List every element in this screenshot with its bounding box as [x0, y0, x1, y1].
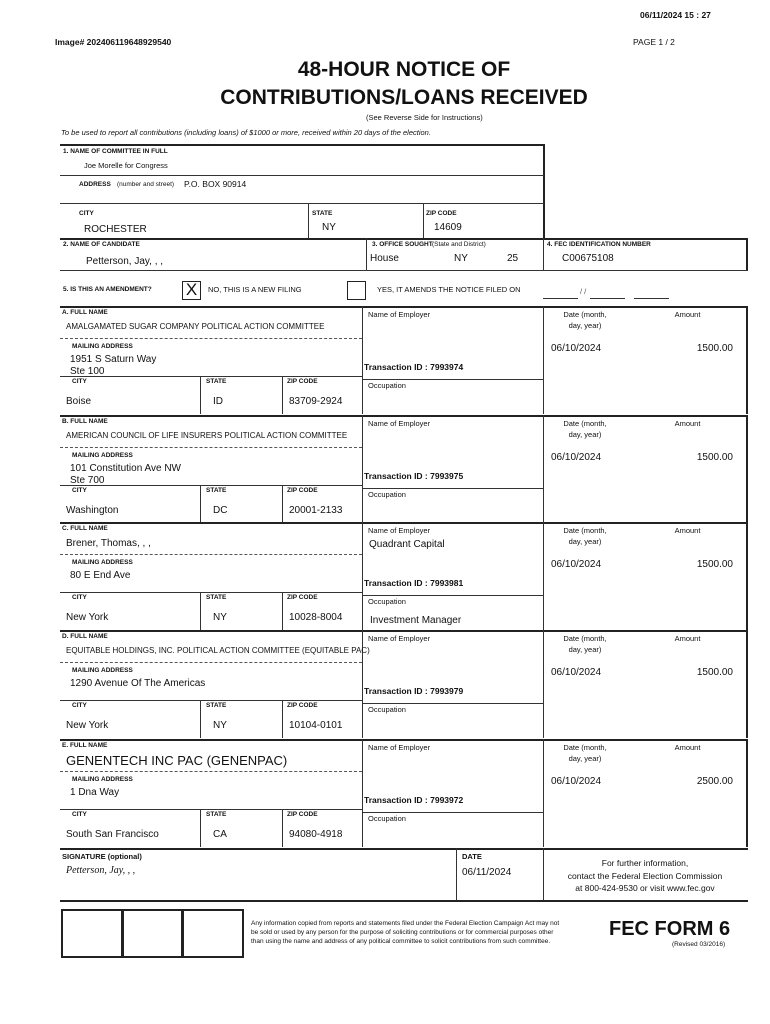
amendment-date-blank: / / — [580, 287, 587, 296]
yes-amendment-checkbox[interactable] — [347, 281, 366, 300]
committee-zip-label: ZIP CODE — [426, 210, 457, 217]
rule-candidate-bottom — [60, 270, 748, 271]
contributor-name: AMERICAN COUNCIL OF LIFE INSURERS POLITICAL ACTION COMMITTEE — [66, 431, 348, 440]
candidate-label: 2. NAME OF CANDIDATE — [63, 241, 140, 248]
image-id: Image# 202406119648929540 — [55, 37, 172, 47]
address-line-2: Ste 100 — [70, 366, 105, 377]
rule-block-top — [60, 415, 748, 417]
rule-state-divider — [308, 203, 309, 239]
rule-signature-top — [60, 848, 748, 850]
rule-transaction-underline — [362, 488, 543, 489]
contributor-zip: 20001-2133 — [289, 505, 343, 516]
form-title-line1: 48-HOUR NOTICE OF — [297, 58, 511, 81]
contributor-state: DC — [213, 505, 228, 516]
candidate-name: Petterson, Jay, , , — [86, 256, 164, 267]
zip-label: ZIP CODE — [287, 702, 318, 709]
rule-name-underline — [60, 771, 362, 772]
office-value: House — [370, 253, 399, 264]
fec-id-label: 4. FEC IDENTIFICATION NUMBER — [547, 241, 651, 248]
contribution-date: 06/10/2024 — [551, 343, 602, 354]
mailing-address-label: MAILING ADDRESS — [72, 667, 133, 674]
employer-value: Quadrant Capital — [369, 539, 445, 550]
date-head: Date (month, — [563, 419, 607, 428]
full-name-label: B. FULL NAME — [62, 418, 108, 425]
address-line-1: 1290 Avenue Of The Americas — [70, 678, 206, 689]
date-head: Date (month, — [563, 634, 607, 643]
contributor-zip: 94080-4918 — [289, 829, 343, 840]
office-state: NY — [454, 253, 468, 264]
signature-date: 06/11/2024 — [462, 867, 512, 878]
city-label: CITY — [72, 811, 87, 818]
rule-block-right — [746, 522, 748, 630]
contribution-amount: 1500.00 — [696, 559, 733, 570]
contribution-date: 06/10/2024 — [551, 559, 602, 570]
signature-label: SIGNATURE (optional) — [62, 852, 142, 861]
rule-candidate-top — [60, 238, 748, 240]
address-line-1: 101 Constitution Ave NW — [70, 463, 181, 474]
occupation-label: Occupation — [368, 597, 406, 606]
contributor-zip: 10028-8004 — [289, 612, 343, 623]
office-use-box-3 — [181, 909, 244, 958]
committee-state: NY — [322, 222, 336, 233]
date-head: Date (month, — [563, 526, 607, 535]
rule-name-underline — [60, 554, 362, 555]
contributor-city: Washington — [66, 505, 119, 516]
rule-transaction-underline — [362, 703, 543, 704]
rule-candidate-right — [746, 238, 748, 270]
form-title-line2: CONTRIBUTIONS/LOANS RECEIVED — [220, 86, 588, 109]
employer-label: Name of Employer — [368, 526, 431, 535]
rule-block-top — [60, 739, 748, 741]
date-head-2: day, year) — [568, 430, 602, 439]
city-label: CITY — [72, 594, 87, 601]
rule-state-divider — [200, 485, 201, 523]
no-amendment-checkbox[interactable] — [182, 281, 201, 300]
office-use-box-1 — [61, 909, 124, 958]
form-name: FEC FORM 6 — [609, 918, 731, 940]
contributor-state: NY — [213, 612, 227, 623]
city-label: CITY — [72, 702, 87, 709]
rule-address-underline — [60, 592, 362, 593]
fec-id-value: C00675108 — [562, 253, 614, 264]
mailing-address-label: MAILING ADDRESS — [72, 452, 133, 459]
yes-amendment-label: YES, IT AMENDS THE NOTICE FILED ON — [377, 285, 521, 294]
rule-state-divider — [200, 700, 201, 738]
date-head: Date (month, — [563, 310, 607, 319]
contribution-amount: 1500.00 — [696, 343, 733, 354]
rule-zip-divider — [282, 592, 283, 630]
timestamp: 06/11/2024 15 : 27 — [640, 10, 711, 20]
committee-state-label: STATE — [312, 210, 333, 217]
address-line-1: 1951 S Saturn Way — [70, 354, 157, 365]
rule-state-divider — [200, 809, 201, 847]
contributor-state: NY — [213, 720, 227, 731]
amount-head: Amount — [674, 310, 701, 319]
rule-amend-date-2 — [590, 298, 625, 299]
rule-date-divider — [543, 415, 544, 523]
rule-date-divider — [543, 306, 544, 414]
no-amendment-label: NO, THIS IS A NEW FILING — [208, 285, 302, 294]
occupation-label: Occupation — [368, 381, 406, 390]
contributor-name: GENENTECH INC PAC (GENENPAC) — [66, 753, 288, 768]
rule-committee-right — [543, 144, 545, 240]
date-head-2: day, year) — [568, 754, 602, 763]
transaction-id: Transaction ID : 7993974 — [364, 362, 464, 372]
contributor-zip: 83709-2924 — [289, 396, 343, 407]
rule-name-divider — [362, 522, 363, 630]
occupation-label: Occupation — [368, 814, 406, 823]
occupation-label: Occupation — [368, 705, 406, 714]
contributor-city: South San Francisco — [66, 829, 159, 840]
rule-date-divider — [543, 630, 544, 738]
rule-block-right — [746, 630, 748, 738]
full-name-label: D. FULL NAME — [62, 633, 108, 640]
rule-amend-date-3 — [634, 298, 669, 299]
rule-block-top — [60, 306, 748, 308]
rule-state-divider — [200, 592, 201, 630]
contribution-amount: 1500.00 — [696, 452, 733, 463]
state-label: STATE — [206, 594, 227, 601]
state-label: STATE — [206, 378, 227, 385]
disclaimer-line-1: Any information copied from reports and statements filed under the Federal Election Campaign Act may not — [251, 920, 560, 927]
zip-label: ZIP CODE — [287, 378, 318, 385]
address-label: ADDRESS — [79, 181, 111, 188]
contributor-name: Brener, Thomas, , , — [66, 538, 151, 549]
date-head-2: day, year) — [568, 645, 602, 654]
state-label: STATE — [206, 811, 227, 818]
disclaimer-line-2: be sold or used by any person for the purpose of soliciting contributions or for commercial purposes other — [251, 929, 554, 936]
rule-block-top — [60, 630, 748, 632]
date-head-2: day, year) — [568, 537, 602, 546]
contribution-date: 06/10/2024 — [551, 776, 602, 787]
rule-address-underline — [60, 809, 362, 810]
rule-transaction-underline — [362, 595, 543, 596]
page-number: PAGE 1 / 2 — [633, 37, 675, 47]
office-district: 25 — [507, 253, 519, 264]
committee-label: 1. NAME OF COMMITTEE IN FULL — [63, 148, 168, 155]
contributor-state: ID — [213, 396, 223, 407]
amount-head: Amount — [674, 419, 701, 428]
rule-committee-top — [60, 144, 545, 146]
amount-head: Amount — [674, 526, 701, 535]
contributor-zip: 10104-0101 — [289, 720, 343, 731]
contribution-date: 06/10/2024 — [551, 667, 602, 678]
rule-date-divider — [543, 739, 544, 847]
transaction-id: Transaction ID : 7993972 — [364, 795, 464, 805]
transaction-id: Transaction ID : 7993981 — [364, 578, 464, 588]
rule-zip-divider — [282, 809, 283, 847]
disclaimer-line-3: than using the name and address of any political committee to solicit contributions from such committee. — [251, 938, 551, 945]
city-label: CITY — [72, 487, 87, 494]
full-name-label: C. FULL NAME — [62, 525, 108, 532]
info-line-2: contact the Federal Election Commission — [567, 871, 723, 881]
office-use-box-2 — [121, 909, 184, 958]
rule-transaction-underline — [362, 379, 543, 380]
rule-name-underline — [60, 338, 362, 339]
mailing-address-label: MAILING ADDRESS — [72, 559, 133, 566]
transaction-id: Transaction ID : 7993979 — [364, 686, 464, 696]
rule-name-underline — [60, 662, 362, 663]
rule-address-underline — [60, 485, 362, 486]
contribution-amount: 1500.00 — [696, 667, 733, 678]
mailing-address-label: MAILING ADDRESS — [72, 343, 133, 350]
rule-committee-address — [60, 203, 544, 204]
committee-city-label: CITY — [79, 210, 94, 217]
rule-name-divider — [362, 306, 363, 414]
address-line-1: 1 Dna Way — [70, 787, 120, 798]
contribution-amount: 2500.00 — [696, 776, 733, 787]
signature-value: Petterson, Jay, , , — [66, 865, 136, 876]
rule-committee-name — [60, 175, 544, 176]
rule-zip-divider — [282, 700, 283, 738]
transaction-id: Transaction ID : 7993975 — [364, 471, 464, 481]
instruction-text: To be used to report all contributions (including loans) of $1000 or more, received within 20 days of the election. — [61, 128, 431, 137]
contributor-state: CA — [213, 829, 227, 840]
rule-block-right — [746, 739, 748, 847]
info-line-1: For further information, — [601, 858, 689, 868]
contributor-name: EQUITABLE HOLDINGS, INC. POLITICAL ACTION COMMITTEE (EQUITABLE PAC) — [66, 646, 370, 655]
rule-name-divider — [362, 415, 363, 523]
zip-label: ZIP CODE — [287, 811, 318, 818]
rule-zip-divider — [423, 203, 424, 239]
rule-address-underline — [60, 376, 362, 377]
rule-signature-date-divider — [456, 848, 457, 900]
contributor-name: AMALGAMATED SUGAR COMPANY POLITICAL ACTION COMMITTEE — [66, 322, 325, 331]
employer-label: Name of Employer — [368, 634, 431, 643]
address-hint: (number and street) — [117, 181, 175, 188]
contributor-city: Boise — [66, 396, 92, 407]
committee-city: ROCHESTER — [84, 224, 147, 235]
office-hint: (State and District) — [432, 241, 486, 248]
contribution-date: 06/10/2024 — [551, 452, 602, 463]
city-label: CITY — [72, 378, 87, 385]
rule-block-right — [746, 415, 748, 523]
rule-block-right — [746, 306, 748, 414]
rule-state-divider — [200, 376, 201, 414]
zip-label: ZIP CODE — [287, 487, 318, 494]
date-head: Date (month, — [563, 743, 607, 752]
rule-block-top — [60, 522, 748, 524]
state-label: STATE — [206, 487, 227, 494]
address-line-1: 80 E End Ave — [70, 570, 131, 581]
see-reverse-note: (See Reverse Side for Instructions) — [366, 113, 483, 122]
committee-address: P.O. BOX 90914 — [184, 179, 247, 189]
rule-address-underline — [60, 700, 362, 701]
committee-zip: 14609 — [434, 222, 462, 233]
employer-label: Name of Employer — [368, 419, 431, 428]
full-name-label: A. FULL NAME — [62, 309, 108, 316]
rule-zip-divider — [282, 376, 283, 414]
checkbox-x-mark: X — [185, 280, 198, 299]
rule-signature-bottom — [60, 900, 748, 902]
address-line-2: Ste 700 — [70, 475, 105, 486]
date-head-2: day, year) — [568, 321, 602, 330]
employer-label: Name of Employer — [368, 310, 431, 319]
rule-amend-date-1 — [543, 298, 578, 299]
rule-zip-divider — [282, 485, 283, 523]
rule-name-underline — [60, 447, 362, 448]
full-name-label: E. FULL NAME — [62, 742, 108, 749]
occupation-value: Investment Manager — [370, 615, 462, 626]
rule-fec-divider — [543, 238, 544, 270]
employer-label: Name of Employer — [368, 743, 431, 752]
rule-name-divider — [362, 739, 363, 847]
amount-head: Amount — [674, 634, 701, 643]
amount-head: Amount — [674, 743, 701, 752]
occupation-label: Occupation — [368, 490, 406, 499]
mailing-address-label: MAILING ADDRESS — [72, 776, 133, 783]
contributor-city: New York — [66, 720, 109, 731]
zip-label: ZIP CODE — [287, 594, 318, 601]
committee-name: Joe Morelle for Congress — [84, 161, 168, 170]
signature-date-label: DATE — [462, 852, 482, 861]
rule-date-divider — [543, 522, 544, 630]
info-line-3: at 800-424-9530 or visit www.fec.gov — [575, 883, 715, 893]
rule-transaction-underline — [362, 812, 543, 813]
contributor-city: New York — [66, 612, 109, 623]
rule-office-divider — [366, 238, 367, 270]
office-label: 3. OFFICE SOUGHT — [372, 241, 433, 248]
state-label: STATE — [206, 702, 227, 709]
form-revised: (Revised 03/2016) — [672, 941, 726, 948]
amendment-label: 5. IS THIS AN AMENDMENT? — [63, 286, 152, 293]
rule-info-divider — [543, 848, 544, 900]
